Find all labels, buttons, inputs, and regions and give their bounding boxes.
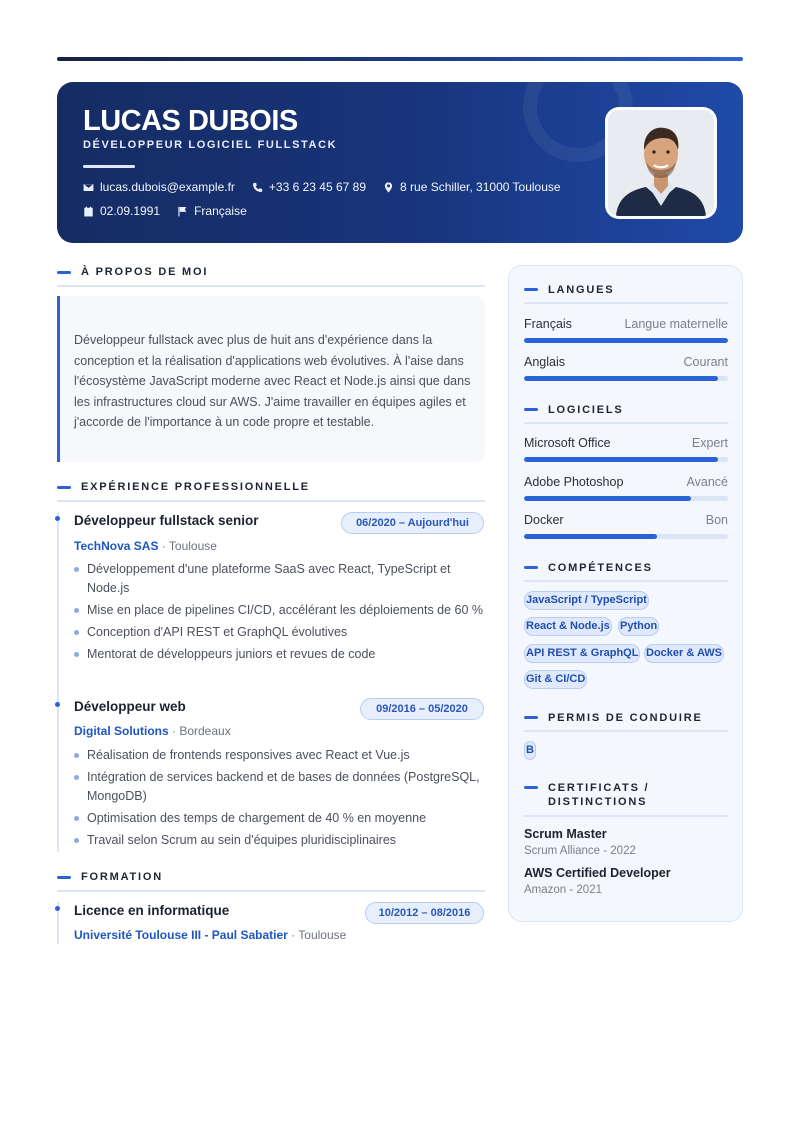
certificates-rule xyxy=(524,815,728,817)
contact-phone-text: +33 6 23 45 67 89 xyxy=(268,180,367,194)
contact-email[interactable] xyxy=(83,180,235,194)
certificate-name: Scrum Master xyxy=(524,827,607,841)
calendar-icon xyxy=(83,206,94,217)
section-dash xyxy=(524,786,538,789)
software-title xyxy=(524,403,623,417)
language-name: Français xyxy=(524,317,572,331)
skills-rule xyxy=(524,580,728,582)
software-item xyxy=(524,436,728,450)
top-accent-rule xyxy=(57,57,743,61)
list-item: Optimisation des temps de chargement de 40 % en moyenne xyxy=(74,809,484,828)
job-bullets xyxy=(74,560,484,667)
section-dash xyxy=(524,288,538,291)
job-title: Développeur web xyxy=(74,699,186,714)
software-bar-fill xyxy=(524,496,691,501)
contact-phone[interactable] xyxy=(252,180,366,194)
skills-title-text: COMPÉTENCES xyxy=(548,562,653,574)
software-bar xyxy=(524,534,728,539)
list-item: Conception d'API REST et GraphQL évolutives xyxy=(74,623,484,642)
list-item: Développement d'une plateforme SaaS avec React, TypeScript et Node.js xyxy=(74,560,484,598)
education-title-text: FORMATION xyxy=(81,871,163,883)
software-name: Docker xyxy=(524,513,564,527)
flag-icon xyxy=(177,206,188,217)
certificates-title-text xyxy=(548,781,649,809)
languages-title-text: LANGUES xyxy=(548,284,615,296)
name-underline xyxy=(83,165,135,168)
language-bar-fill xyxy=(524,376,718,381)
language-bar xyxy=(524,338,728,343)
company-location: · Toulouse xyxy=(158,539,217,553)
job-company xyxy=(74,539,217,553)
company-name: Digital Solutions xyxy=(74,724,169,738)
experience-rule xyxy=(57,500,485,502)
school-location: · Toulouse xyxy=(287,928,347,942)
timeline-dot xyxy=(55,906,60,911)
contact-row-1 xyxy=(83,180,578,194)
list-item: Mentorat de développeurs juniors et revues de code xyxy=(74,645,484,664)
certificate-org: Amazon - 2021 xyxy=(524,884,602,896)
software-name: Adobe Photoshop xyxy=(524,475,624,489)
certificate-name: AWS Certified Developer xyxy=(524,866,671,880)
contact-birthdate-text: 02.09.1991 xyxy=(100,204,161,218)
job-company xyxy=(74,724,231,738)
license-title-text: PERMIS DE CONDUIRE xyxy=(548,712,703,724)
software-name: Microsoft Office xyxy=(524,436,611,450)
contact-address xyxy=(383,180,561,194)
profile-photo xyxy=(605,107,717,219)
about-text: Développeur fullstack avec plus de huit ans d'expérience dans la conception et la réalisation d'applications web évolutives. À l'aise dans l'écosystème JavaScript moderne avec React et Node.js ainsi que dans les infrastructures cloud sur AWS. J'aime travailler en équipes agiles et j'accorde de l'importance à un code propre et testable. xyxy=(57,296,485,462)
list-item: Intégration de services backend et de bases de données (PostgreSQL, MongoDB) xyxy=(74,768,484,806)
contact-nationality xyxy=(177,204,247,218)
about-section-title xyxy=(57,266,208,278)
school-name: Université Toulouse III - Paul Sabatier xyxy=(74,928,288,942)
language-item-french xyxy=(524,317,728,331)
job-dates: 09/2016 – 05/2020 xyxy=(360,698,484,720)
certificates-title xyxy=(524,781,649,809)
degree-school xyxy=(74,928,346,942)
languages-rule xyxy=(524,302,728,304)
skill-tag: React & Node.js xyxy=(524,617,612,636)
skill-tag: Git & CI/CD xyxy=(524,670,587,689)
language-level: Langue maternelle xyxy=(624,317,728,331)
certificates-title-line2: DISTINCTIONS xyxy=(548,796,648,808)
software-title-text: LOGICIELS xyxy=(548,404,624,416)
language-name: Anglais xyxy=(524,355,565,369)
language-bar-fill xyxy=(524,338,728,343)
contact-nationality-text: Française xyxy=(194,204,247,218)
contact-address-text: 8 rue Schiller, 31000 Toulouse xyxy=(400,180,561,194)
license-rule xyxy=(524,730,728,732)
timeline-dot xyxy=(55,702,60,707)
license-title xyxy=(524,711,703,725)
software-rule xyxy=(524,422,728,424)
software-level: Avancé xyxy=(686,475,728,489)
skill-tag: JavaScript / TypeScript xyxy=(524,591,649,610)
degree-title: Licence en informatique xyxy=(74,903,230,918)
software-bar xyxy=(524,496,728,501)
location-pin-icon xyxy=(383,182,394,193)
resume-header xyxy=(57,82,743,243)
section-dash xyxy=(57,486,71,489)
skill-tag: Python xyxy=(618,617,659,636)
skill-tag: API REST & GraphQL xyxy=(524,644,640,663)
software-item xyxy=(524,475,728,489)
about-rule xyxy=(57,285,485,287)
job-title: Développeur fullstack senior xyxy=(74,513,259,528)
experience-title-text: EXPÉRIENCE PROFESSIONNELLE xyxy=(81,481,310,493)
list-item: Travail selon Scrum au sein d'équipes pluridisciplinaires xyxy=(74,831,484,850)
software-bar xyxy=(524,457,728,462)
certificates-title-line1: CERTIFICATS / xyxy=(548,782,650,794)
license-tag: B xyxy=(524,741,536,760)
software-item xyxy=(524,513,728,527)
education-rule xyxy=(57,890,485,892)
list-item: Mise en place de pipelines CI/CD, accélérant les déploiements de 60 % xyxy=(74,601,484,620)
software-bar-fill xyxy=(524,457,718,462)
contact-birthdate xyxy=(83,204,160,218)
languages-title xyxy=(524,283,614,297)
skills-title xyxy=(524,561,653,575)
software-bar-fill xyxy=(524,534,657,539)
software-level: Bon xyxy=(705,513,728,527)
skill-tag: Docker & AWS xyxy=(644,644,724,663)
section-dash xyxy=(524,408,538,411)
candidate-name: LUCAS DUBOIS xyxy=(83,105,298,137)
contact-email-text: lucas.dubois@example.fr xyxy=(100,180,235,194)
timeline-dot xyxy=(55,516,60,521)
degree-dates: 10/2012 – 08/2016 xyxy=(365,902,484,924)
sidebar-panel xyxy=(508,265,743,922)
education-section-title xyxy=(57,871,163,883)
certificate-org: Scrum Alliance - 2022 xyxy=(524,845,636,857)
experience-section-title xyxy=(57,481,310,493)
job-dates: 06/2020 – Aujourd'hui xyxy=(341,512,484,534)
about-title-text: À PROPOS DE MOI xyxy=(81,266,209,278)
candidate-role: DÉVELOPPEUR LOGICIEL FULLSTACK xyxy=(83,139,338,151)
section-dash xyxy=(57,271,71,274)
section-dash xyxy=(524,566,538,569)
language-bar xyxy=(524,376,728,381)
language-level: Courant xyxy=(683,355,728,369)
phone-icon xyxy=(252,182,263,193)
contact-row-2 xyxy=(83,204,264,218)
list-item: Réalisation de frontends responsives avec React et Vue.js xyxy=(74,746,484,765)
job-bullets xyxy=(74,746,484,853)
section-dash xyxy=(524,716,538,719)
company-location: · Bordeaux xyxy=(168,724,231,738)
company-name: TechNova SAS xyxy=(74,539,159,553)
section-dash xyxy=(57,876,71,879)
mail-icon xyxy=(83,182,94,193)
experience-timeline xyxy=(57,512,59,852)
language-item-english xyxy=(524,355,728,369)
software-level: Expert xyxy=(691,436,728,450)
